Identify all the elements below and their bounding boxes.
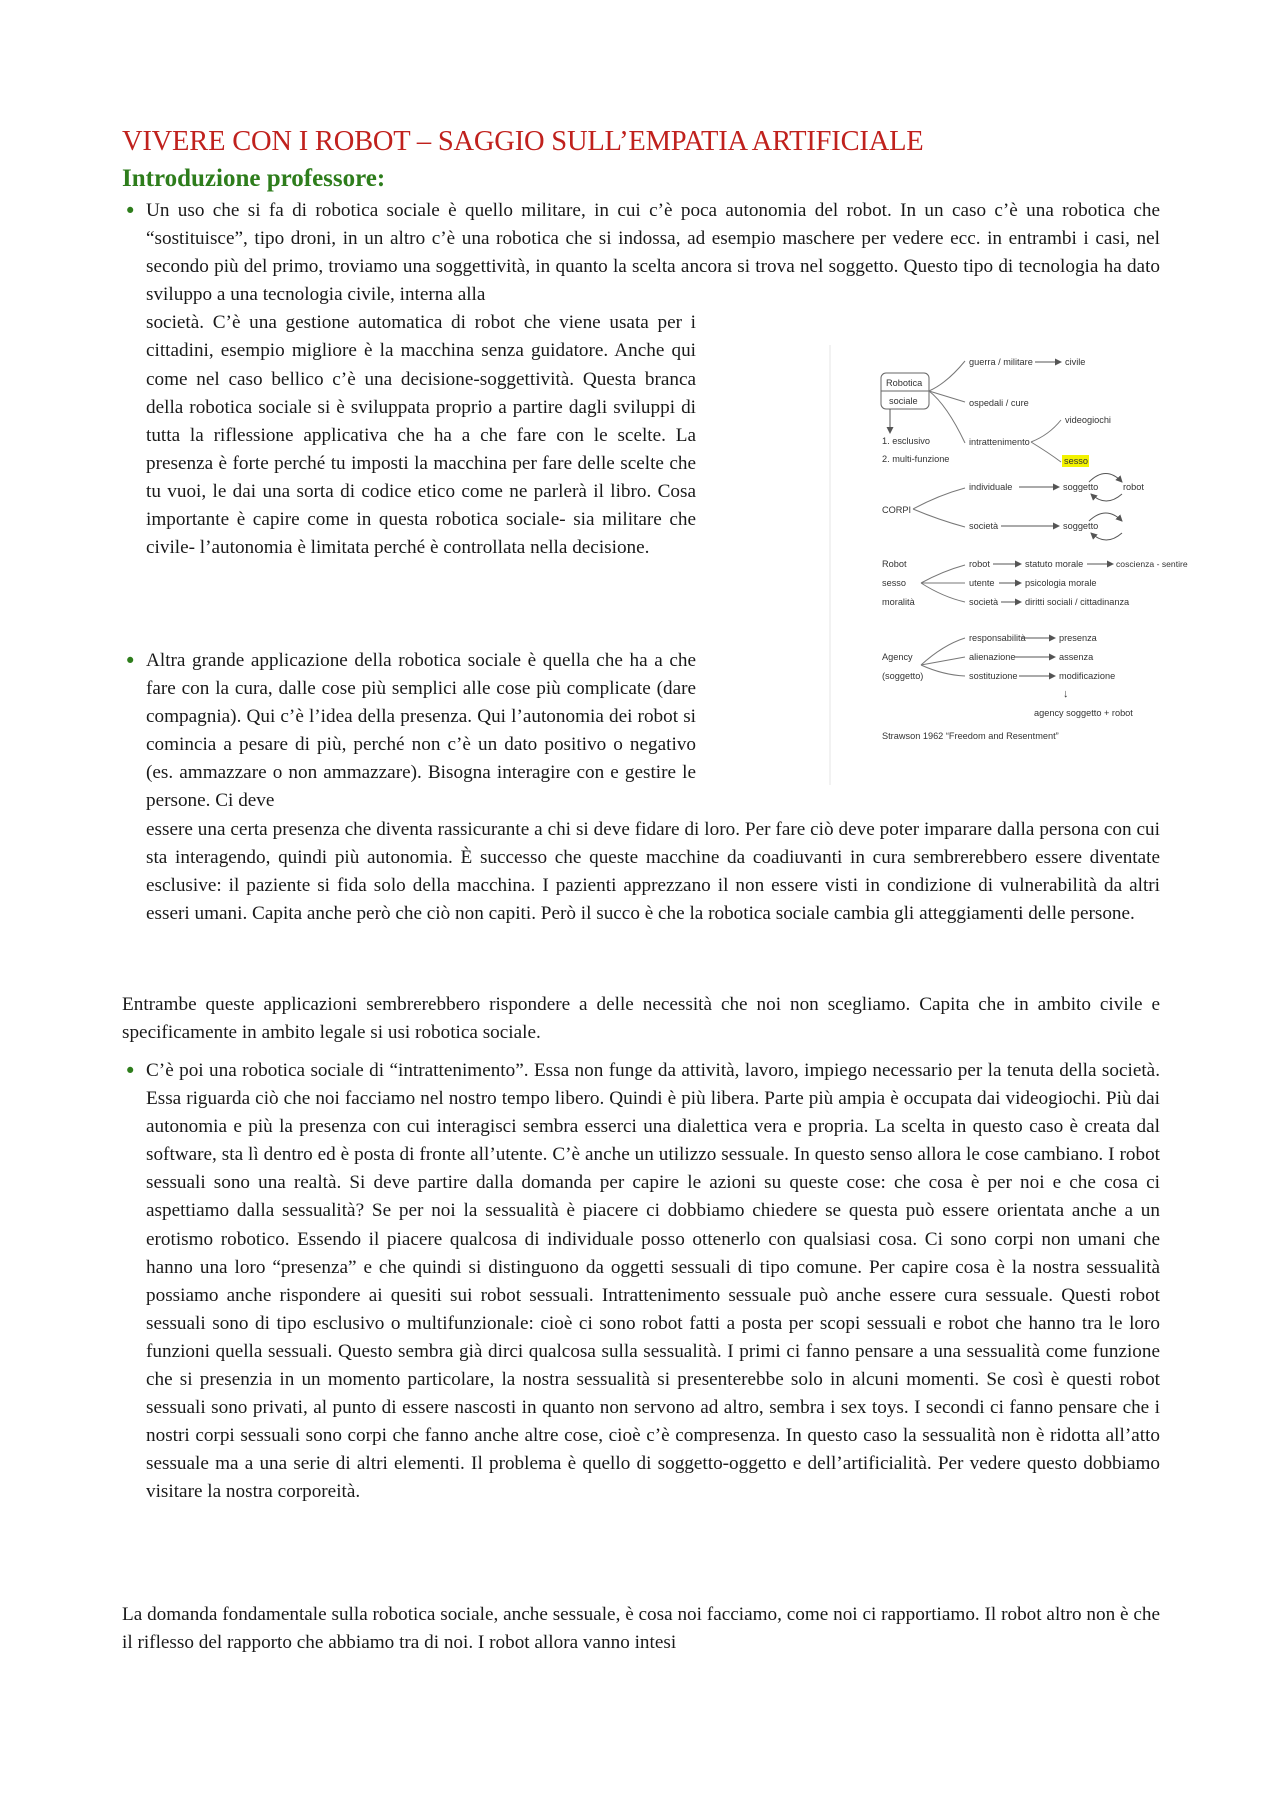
bullet-military-text-full: Un uso che si fa di robotica sociale è quello militare, in cui c’è poca autonomia del robot. In un caso c’è una robotica che “sostituisce”, tipo droni, in un altro c’è una robotica che si indossa, ad esempio maschere per vedere ecc. in entrambi i casi, nel secondo più del primo, troviamo una soggettività, in quanto la scelta ancora si trova nel soggetto. Questo tipo di tecnologia ha dato sviluppo a una tecnologia civile, interna alla	[146, 200, 1160, 306]
diagram-civile: civile	[1065, 357, 1086, 367]
diagram-sesso-label: sesso	[882, 578, 907, 588]
diagram-coscienza: coscienza - sentire	[1116, 559, 1188, 569]
diagram-agency-soggetto-robot: agency soggetto + robot	[1034, 708, 1133, 718]
diagram-corpi: CORPI	[882, 505, 912, 515]
diagram-down-arrow: ↓	[1063, 688, 1069, 700]
diagram-svg	[709, 345, 1188, 785]
diagram-agency-soggetto: (soggetto)	[882, 671, 924, 681]
diagram-societa-1: società	[969, 521, 999, 531]
diagram-alienazione: alienazione	[969, 652, 1016, 662]
bullet-military-text-wrapped: società. C’è una gestione automatica di robot che viene usata per i cittadini, esempio migliore è la macchina senza guidatore. Anche qui come nel caso bellico c’è una decisione-soggettività. Questa branca della robotica sociale si è sviluppata proprio a partire dagli sviluppi di tutta la riflessione applicativa che ha a che fare con le scelte. La presenza è forte perché tu imposti la macchina per fare delle scelte che tu vuoi, le dai una sorta di codice etico come ne parlerà il libro. Cosa importante è capire come in questa robotica sociale- sia militare che civile- l’autonomia è limitata perché è controllata nella decisione.	[146, 312, 696, 559]
diagram-moralita: moralità	[882, 597, 915, 607]
diagram-robotica: Robotica	[886, 378, 923, 388]
diagram-guerra: guerra / militare	[969, 357, 1033, 367]
paragraph-fundamental-question: La domanda fondamentale sulla robotica sociale, anche sessuale, è cosa noi facciamo, come noi ci rapportiamo. Il robot altro non è che il riflesso del rapporto che abbiamo tra di noi. I robot allora vanno intesi	[122, 1604, 1160, 1654]
bullet-dot: •	[124, 1059, 137, 1083]
diagram-diritti: diritti sociali / cittadinanza	[1025, 597, 1130, 607]
bullet-care-text-wrapped: Altra grande applicazione della robotica sociale è quella che ha a che fare con la cura, dalle cose più semplici alle cose più complicate (dare compagnia). Qui c’è l’idea della presenza. Qui l’autonomia dei robot si comincia a pesare di più, perché non c’è un dato positivo o negativo (es. ammazzare o non ammazzare). Bisogna interagire con e gestire le persone. Ci deve	[146, 650, 696, 812]
bullet-dot: •	[124, 199, 137, 223]
bullet-entertainment-text: C’è poi una robotica sociale di “intrattenimento”. Essa non funge da attività, lavoro, impiego necessario per la tenuta della società. Essa riguarda ciò che noi facciamo nel nostro tempo libero. Quindi è più libera. Parte più ampia è occupata dai videogiochi. Più dai autonomia e più la presenza con cui interagisci sembra esserci una dialettica vera e propria. La scelta in questo caso è creata dal software, sta lì dentro ed è posta di fronte all’utente. C’è anche un utilizzo sessuale. In questo senso allora le cose cambiano. I robot sessuali sono una realtà. Si deve partire dalla domanda per capire le azioni su queste cose: che cosa è per noi e che cosa ci aspettiamo dalla sessualità? Se per noi la sessualità è piacere ci dobbiamo chiedere se questa può essere orientata anche a un erotismo robotico. Essendo il piacere qualcosa di individuale posso ottenerlo con qualsiasi cosa. Ci sono corpi non umani che hanno una loro “presenza” e che quindi si distinguono da oggetti sessuali di tipo comune. Per capire cosa è la nostra sessualità possiamo anche rispondere ai quesiti sui robot sessuali. Intrattenimento sessuale può anche essere cura sessuale. Questi robot sessuali sono di tipo esclusivo o multifunzionale: cioè ci sono robot fatti a posta per scopi sessuali e robot che hanno tra le loro funzioni quella sessuali. Questo sembra già dirci qualcosa sulla sessualità. I primi ci fanno pensare a una sessualità come funzione che si presenzia in un momento particolare, la nostra sessualità si presenterebbe solo in alcuni momenti. Se così è questi robot sessuali sono privati, al punto di essere nascosti in quanto non servono ad altro, sembra i sex toys. I secondi ci fanno pensare che i nostri corpi sessuali sono corpi che fanno anche altre cose, cioè c’è compresenza. In questo caso la sessualità non è ridotta all’atto sessuale ma a una serie di altri elementi. Il problema è quello di soggetto-oggetto e dell’artificialità. Per vedere questo dobbiamo visitare la nostra corporeità.	[146, 1060, 1160, 1503]
diagram-soggetto-2: soggetto	[1063, 521, 1099, 531]
diagram-modificazione: modificazione	[1059, 671, 1116, 681]
diagram-statuto-morale: statuto morale	[1025, 559, 1084, 569]
diagram-videogiochi: videogiochi	[1065, 415, 1111, 425]
diagram-robot-label: Robot	[882, 559, 907, 569]
diagram-soggetto-1: soggetto	[1063, 482, 1099, 492]
document-page	[122, 0, 1188, 1811]
diagram-caption: Strawson 1962 “Freedom and Resentment”	[882, 731, 1059, 741]
diagram-multifunzione: 2. multi-funzione	[882, 454, 950, 464]
diagram-individuale: individuale	[969, 482, 1013, 492]
diagram-societa-2: società	[969, 597, 999, 607]
diagram-sociale: sociale	[889, 396, 918, 406]
diagram-robot-1: robot	[1123, 482, 1144, 492]
bullet-dot: •	[124, 649, 137, 673]
diagram-robot-2: robot	[969, 559, 990, 569]
diagram-presenza: presenza	[1059, 633, 1097, 643]
diagram-sostituzione: sostituzione	[969, 671, 1018, 681]
diagram-responsabilita: responsabilità	[969, 633, 1026, 643]
bullet-entertainment	[122, 1057, 1160, 1507]
diagram-assenza: assenza	[1059, 652, 1094, 662]
diagram-esclusivo: 1. esclusivo	[882, 436, 931, 446]
document-title: VIVERE CON I ROBOT – SAGGIO SULL’EMPATIA ARTIFICIALE	[122, 126, 924, 157]
diagram-sesso-highlight: sesso	[1064, 456, 1089, 466]
diagram-ospedali: ospedali / cure	[969, 398, 1029, 408]
diagram-utente: utente	[969, 578, 995, 588]
section-subtitle: Introduzione professore:	[122, 165, 386, 192]
diagram-intrattenimento: intrattenimento	[969, 437, 1030, 447]
diagram-psicologia-morale: psicologia morale	[1025, 578, 1097, 588]
paragraph-necessity: Entrambe queste applicazioni sembrerebbero rispondere a delle necessità che noi non scegliamo. Capita che in ambito civile e specificamente in ambito legale si usi robotica sociale.	[122, 994, 1160, 1044]
bullet-care-text-full: essere una certa presenza che diventa rassicurante a chi si deve fidare di loro. Per fare ciò deve poter imparare dalla persona con cui sta interagendo, quindi più autonomia. È successo che queste macchine da coadiuvanti in cura sembrerebbero essere diventate esclusive: il paziente si fida solo della macchina. I pazienti apprezzano il non essere visti in condizione di vulnerabilità da altri esseri umani. Capita anche però che ciò non capiti. Però il succo è che la robotica sociale cambia gli atteggiamenti delle persone.	[146, 818, 1160, 924]
diagram-agency: Agency	[882, 652, 913, 662]
concept-diagram	[709, 345, 1188, 785]
